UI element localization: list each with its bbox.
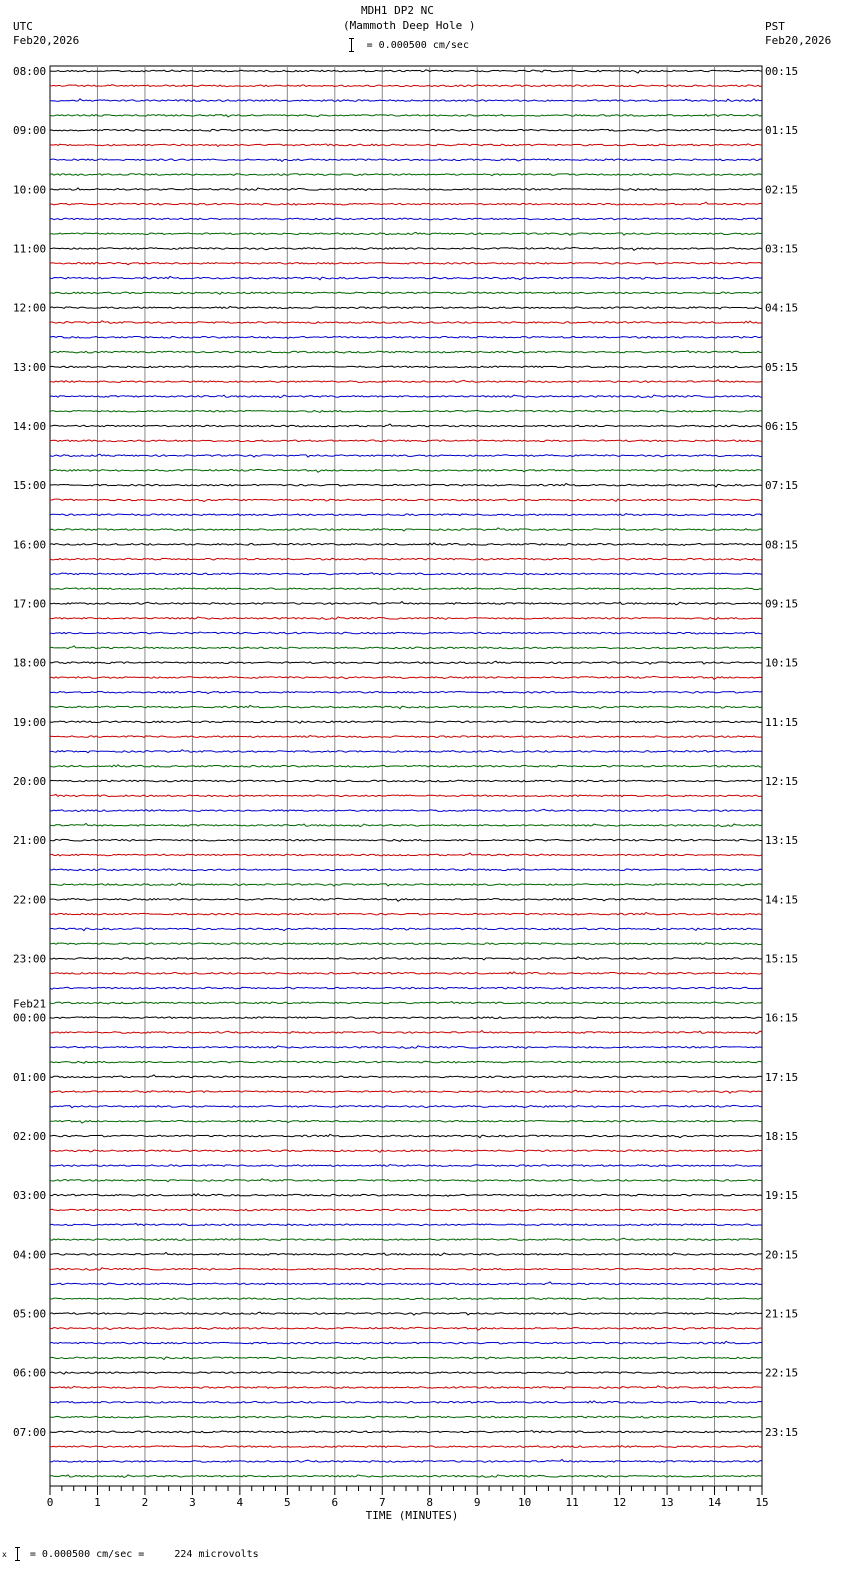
seismic-trace bbox=[50, 424, 762, 427]
pst-hour-label: 10:15 bbox=[765, 656, 799, 670]
seismic-trace bbox=[50, 1017, 762, 1019]
seismic-trace bbox=[50, 440, 762, 442]
seismic-trace bbox=[50, 366, 762, 368]
seismic-trace bbox=[50, 1075, 762, 1078]
seismic-trace bbox=[50, 218, 762, 220]
seismic-trace bbox=[50, 85, 762, 87]
seismic-trace bbox=[50, 573, 762, 575]
seismic-trace bbox=[50, 543, 762, 546]
seismic-trace bbox=[50, 395, 762, 398]
seismic-trace bbox=[50, 795, 762, 797]
seismic-trace bbox=[50, 987, 762, 989]
seismic-trace bbox=[50, 159, 762, 162]
seismic-trace bbox=[50, 1446, 762, 1448]
seismic-trace bbox=[50, 1061, 762, 1063]
seismic-trace bbox=[50, 306, 762, 309]
seismic-trace bbox=[50, 1031, 762, 1034]
pst-hour-label: 21:15 bbox=[765, 1307, 799, 1321]
seismic-trace bbox=[50, 144, 762, 147]
seismic-trace bbox=[50, 928, 762, 931]
utc-hour-label: 10:00 bbox=[13, 183, 47, 197]
x-tick-label: 11 bbox=[565, 1496, 579, 1509]
seismic-trace bbox=[50, 1416, 762, 1418]
x-tick-label: 8 bbox=[426, 1496, 434, 1509]
seismic-trace bbox=[50, 721, 762, 723]
pst-hour-label: 02:15 bbox=[765, 183, 799, 197]
pst-hour-label: 08:15 bbox=[765, 538, 799, 552]
utc-hour-label: 19:00 bbox=[13, 715, 47, 729]
seismic-trace bbox=[50, 750, 762, 753]
seismic-trace bbox=[50, 1134, 762, 1137]
seismic-trace bbox=[50, 661, 762, 664]
seismic-trace bbox=[50, 528, 762, 531]
x-tick-label: 5 bbox=[284, 1496, 291, 1509]
seismic-trace bbox=[50, 188, 762, 191]
seismic-trace bbox=[50, 839, 762, 841]
pst-hour-label: 11:15 bbox=[765, 715, 799, 729]
seismic-trace bbox=[50, 469, 762, 472]
seismic-trace bbox=[50, 676, 762, 679]
utc-hour-label: 12:00 bbox=[13, 301, 47, 315]
seismic-trace bbox=[50, 1090, 762, 1093]
seismic-trace bbox=[50, 1282, 762, 1285]
station-location: (Mammoth Deep Hole ) bbox=[343, 19, 476, 32]
x-tick-label: 4 bbox=[236, 1496, 244, 1509]
seismic-trace bbox=[50, 351, 762, 353]
seismic-trace bbox=[50, 380, 762, 383]
utc-hour-label: 11:00 bbox=[13, 242, 47, 256]
pst-hour-label: 16:15 bbox=[765, 1011, 799, 1025]
seismic-trace bbox=[50, 99, 762, 102]
seismic-trace bbox=[50, 1252, 762, 1255]
seismic-trace bbox=[50, 1298, 762, 1300]
seismic-trace bbox=[50, 174, 762, 176]
seismic-trace bbox=[50, 1431, 762, 1433]
pst-hour-label: 18:15 bbox=[765, 1130, 799, 1143]
pst-hour-label: 04:15 bbox=[765, 301, 799, 315]
utc-hour-label: 15:00 bbox=[13, 479, 47, 493]
pst-hour-label: 07:15 bbox=[765, 479, 799, 493]
seismic-trace bbox=[50, 780, 762, 782]
seismic-trace bbox=[50, 1002, 762, 1004]
seismic-trace bbox=[50, 499, 762, 501]
pst-hour-label: 20:15 bbox=[765, 1248, 799, 1262]
pst-hour-label: 03:15 bbox=[765, 242, 799, 256]
seismic-trace bbox=[50, 1046, 762, 1049]
seismic-trace bbox=[50, 1386, 762, 1389]
x-tick-label: 2 bbox=[141, 1496, 149, 1509]
utc-hour-label: 17:00 bbox=[13, 597, 47, 611]
seismic-trace bbox=[50, 247, 762, 250]
seismic-trace bbox=[50, 321, 762, 323]
scale-text: = 0.000500 cm/sec bbox=[366, 40, 469, 51]
seismic-trace bbox=[50, 292, 762, 294]
utc-hour-label: 03:00 bbox=[13, 1189, 47, 1203]
seismic-trace bbox=[50, 1194, 762, 1197]
seismic-trace bbox=[50, 114, 762, 116]
seismic-trace bbox=[50, 765, 762, 768]
right-timezone: PST bbox=[765, 20, 785, 33]
seismic-trace bbox=[50, 691, 762, 693]
right-date: Feb20,2026 bbox=[765, 34, 832, 47]
seismic-trace bbox=[50, 1179, 762, 1182]
seismic-trace bbox=[50, 588, 762, 590]
x-tick-label: 10 bbox=[518, 1496, 532, 1509]
left-date: Feb20,2026 bbox=[13, 34, 80, 47]
x-tick-label: 12 bbox=[612, 1496, 627, 1509]
utc-hour-label: 02:00 bbox=[13, 1130, 47, 1143]
seismic-trace bbox=[50, 1372, 762, 1374]
footer-scale bbox=[2, 1547, 259, 1561]
date-change-label: Feb21 bbox=[13, 997, 47, 1011]
seismic-trace bbox=[50, 1401, 762, 1403]
seismic-trace bbox=[50, 1327, 762, 1330]
x-axis-label: TIME (MINUTES) bbox=[365, 1509, 459, 1522]
pst-hour-label: 06:15 bbox=[765, 420, 799, 433]
utc-hour-label: 22:00 bbox=[13, 893, 47, 907]
footer-marker: x bbox=[2, 1550, 7, 1559]
seismic-trace bbox=[50, 853, 762, 856]
seismic-trace bbox=[50, 70, 762, 73]
pst-hour-label: 00:15 bbox=[765, 65, 799, 78]
pst-hour-label: 01:15 bbox=[765, 124, 799, 138]
seismic-trace bbox=[50, 410, 762, 412]
pst-hour-label: 13:15 bbox=[765, 834, 799, 848]
utc-hour-label: 08:00 bbox=[13, 65, 47, 78]
utc-hour-label: 14:00 bbox=[13, 420, 47, 433]
utc-hour-label: 16:00 bbox=[13, 538, 47, 552]
seismic-trace bbox=[50, 1120, 762, 1123]
x-tick-label: 7 bbox=[378, 1496, 386, 1509]
seismic-trace bbox=[50, 1268, 762, 1271]
utc-hour-label: 01:00 bbox=[13, 1070, 47, 1084]
pst-hour-label: 22:15 bbox=[765, 1366, 799, 1380]
seismic-trace bbox=[50, 202, 762, 205]
left-timezone: UTC bbox=[13, 20, 33, 33]
seismic-trace bbox=[50, 1357, 762, 1360]
utc-hour-label: 13:00 bbox=[13, 360, 47, 374]
x-tick-label: 3 bbox=[189, 1496, 196, 1509]
pst-hour-label: 14:15 bbox=[765, 893, 799, 907]
seismic-trace bbox=[50, 632, 762, 634]
seismic-trace bbox=[50, 957, 762, 960]
seismic-trace bbox=[50, 912, 762, 914]
seismic-trace bbox=[50, 972, 762, 974]
pst-hour-label: 17:15 bbox=[765, 1070, 799, 1084]
utc-hour-label: 04:00 bbox=[13, 1248, 47, 1262]
plot-frame bbox=[50, 66, 762, 1486]
seismic-trace bbox=[50, 232, 762, 235]
seismic-trace bbox=[50, 1312, 762, 1315]
x-tick-label: 9 bbox=[473, 1496, 481, 1509]
utc-hour-label: 21:00 bbox=[13, 834, 47, 848]
utc-hour-label: 05:00 bbox=[13, 1307, 47, 1321]
footer-scale-text: = 0.000500 cm/sec = 224 microvolts bbox=[29, 1549, 259, 1560]
utc-hour-label: 09:00 bbox=[13, 124, 47, 138]
seismic-trace bbox=[50, 1150, 762, 1152]
seismic-trace bbox=[50, 1209, 762, 1211]
seismic-trace bbox=[50, 1459, 762, 1462]
pst-hour-label: 15:15 bbox=[765, 952, 799, 966]
x-tick-label: 0 bbox=[46, 1496, 54, 1509]
utc-hour-label: 00:00 bbox=[13, 1011, 47, 1025]
seismic-trace bbox=[50, 514, 762, 516]
seismic-trace bbox=[50, 735, 762, 737]
seismic-trace bbox=[50, 336, 762, 338]
seismic-trace bbox=[50, 898, 762, 901]
seismic-trace bbox=[50, 869, 762, 871]
seismic-trace bbox=[50, 1341, 762, 1343]
utc-hour-label: 23:00 bbox=[13, 952, 47, 966]
pst-hour-label: 23:15 bbox=[765, 1425, 799, 1439]
footer-scale-bar-icon bbox=[15, 1547, 20, 1561]
seismic-trace bbox=[50, 263, 762, 265]
seismic-trace bbox=[50, 129, 762, 131]
seismic-trace bbox=[50, 705, 762, 708]
seismic-trace bbox=[50, 276, 762, 279]
seismic-trace bbox=[50, 809, 762, 811]
seismic-trace bbox=[50, 602, 762, 605]
seismic-trace bbox=[50, 617, 762, 620]
seismic-trace bbox=[50, 943, 762, 945]
pst-hour-label: 05:15 bbox=[765, 360, 799, 374]
x-tick-label: 6 bbox=[331, 1496, 339, 1509]
utc-hour-label: 18:00 bbox=[13, 656, 47, 670]
seismic-trace bbox=[50, 558, 762, 560]
seismic-trace bbox=[50, 823, 762, 826]
utc-hour-label: 06:00 bbox=[13, 1366, 47, 1380]
utc-hour-label: 07:00 bbox=[13, 1425, 47, 1439]
pst-hour-label: 19:15 bbox=[765, 1189, 799, 1203]
seismic-trace bbox=[50, 1475, 762, 1478]
x-tick-label: 15 bbox=[755, 1496, 769, 1509]
seismic-trace bbox=[50, 1223, 762, 1225]
seismic-trace bbox=[50, 1238, 762, 1240]
seismic-trace bbox=[50, 646, 762, 649]
pst-hour-label: 09:15 bbox=[765, 597, 799, 611]
x-tick-label: 14 bbox=[707, 1496, 722, 1509]
station-title: MDH1 DP2 NC bbox=[361, 4, 434, 17]
seismic-trace bbox=[50, 1164, 762, 1166]
x-tick-label: 13 bbox=[660, 1496, 674, 1509]
seismic-trace bbox=[50, 484, 762, 487]
seismic-trace bbox=[50, 454, 762, 457]
utc-hour-label: 20:00 bbox=[13, 775, 47, 788]
pst-hour-label: 12:15 bbox=[765, 775, 799, 788]
x-tick-label: 1 bbox=[94, 1496, 101, 1509]
seismic-trace bbox=[50, 883, 762, 886]
seismic-trace bbox=[50, 1105, 762, 1108]
